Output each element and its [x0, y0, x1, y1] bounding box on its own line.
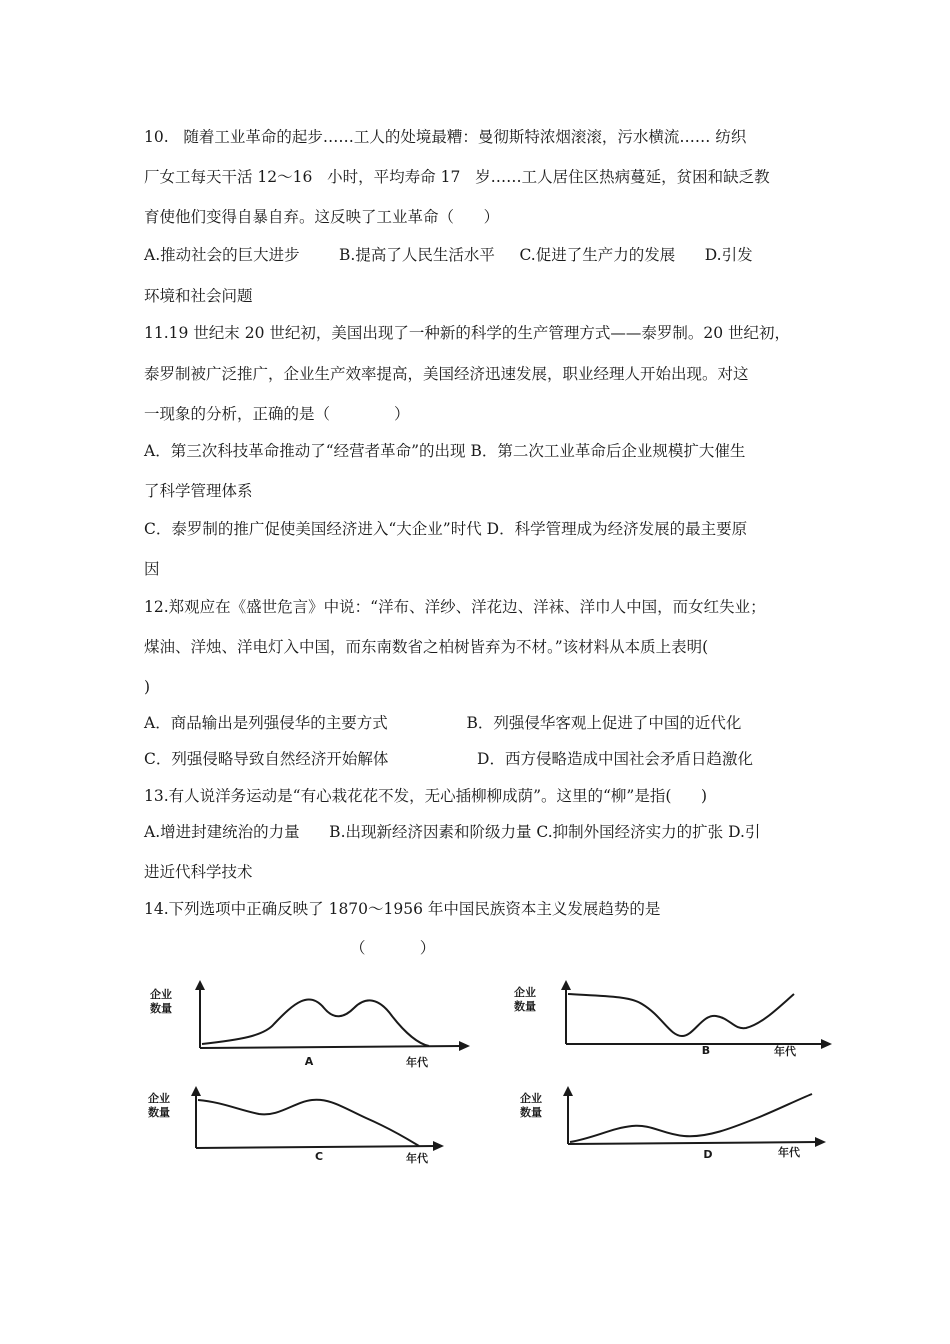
chart-b [512, 978, 842, 1070]
q11-options-line4: 因 [144, 560, 160, 578]
q14-answer-blank: （ ） [350, 939, 436, 957]
q13-options-line2: 进近代科学技术 [144, 863, 253, 881]
chart-d-xlabel: 年代 [778, 1146, 800, 1159]
q10-options-line1: A.推动社会的巨大进步 B.提高了人民生活水平 C.促进了生产力的发展 D.引发 [144, 246, 753, 264]
chart-c-curve [198, 1100, 419, 1146]
q12-options-line1: A．商品输出是列强侵华的主要方式 B．列强侵华客观上促进了中国的近代化 [144, 714, 742, 732]
chart-c-ylabel-1: 企业 [148, 1092, 170, 1105]
q11-options-line3: C．泰罗制的推广促使美国经济进入“大企业”时代 D．科学管理成为经济发展的最主要原 [144, 520, 748, 538]
chart-b-y-arrow [561, 980, 571, 990]
chart-b-ylabel-2: 数量 [514, 1000, 536, 1013]
q12-stem-line2: 煤油、洋烛、洋电灯入中国，而东南数省之柏树皆弃为不材。”该材料从本质上表明( [144, 638, 709, 656]
q11-options-line1: A．第三次科技革命推动了“经营者革命”的出现 B．第二次工业革命后企业规模扩大催生 [144, 442, 746, 460]
q10-stem-line2: 厂女工每天干活 12～16 小时，平均寿命 17 岁……工人居住区热病蔓延，贫困和缺乏教 [144, 168, 770, 186]
chart-a-xlabel: 年代 [406, 1056, 428, 1069]
q12-stem-line3: ) [144, 678, 151, 696]
chart-a [144, 978, 474, 1070]
chart-b-xlabel: 年代 [774, 1045, 796, 1058]
chart-c-x-arrow [433, 1141, 444, 1151]
chart-a-ylabel-2: 数量 [150, 1002, 172, 1015]
chart-d-ylabel-1: 企业 [520, 1092, 542, 1105]
chart-d-y-arrow [563, 1086, 573, 1096]
chart-a-x-arrow [459, 1041, 470, 1051]
chart-c-xlabel: 年代 [406, 1152, 428, 1165]
chart-c-label: C [314, 1150, 324, 1163]
q10-stem-line1: 10. 随着工业革命的起步……工人的处境最糟：曼彻斯特浓烟滚滚，污水横流…… 纺织 [144, 128, 747, 146]
chart-b-label: B [701, 1044, 711, 1057]
chart-d-label: D [703, 1148, 713, 1161]
chart-d-curve [570, 1094, 812, 1142]
chart-d-x-arrow [815, 1137, 826, 1147]
q11-stem-line2: 泰罗制被广泛推广，企业生产效率提高，美国经济迅速发展，职业经理人开始出现。对这 [144, 365, 749, 383]
chart-c-y-arrow [191, 1086, 201, 1096]
chart-b-curve [568, 994, 794, 1036]
q13-stem-line1: 13.有人说洋务运动是“有心栽花花不发，无心插柳柳成荫”。这里的“柳”是指( ) [144, 787, 708, 805]
q10-options-line2: 环境和社会问题 [144, 287, 253, 305]
q13-options-line1: A.增进封建统治的力量 B.出现新经济因素和阶级力量 C.抑制外国经济实力的扩张 D.引 [144, 823, 761, 841]
chart-b-ylabel-1: 企业 [514, 986, 536, 999]
chart-d-x-axis [568, 1142, 818, 1144]
chart-a-ylabel-1: 企业 [150, 988, 172, 1001]
chart-a-y-arrow [195, 980, 205, 990]
chart-b-x-arrow [821, 1039, 832, 1049]
chart-c-ylabel-2: 数量 [148, 1106, 170, 1119]
chart-d-ylabel-2: 数量 [520, 1106, 542, 1119]
q10-stem-line3: 育使他们变得自暴自弃。这反映了工业革命（ ） [144, 208, 500, 226]
q11-stem-line1: 11.19 世纪末 20 世纪初，美国出现了一种新的科学的生产管理方式——泰罗制。20 世纪初， [144, 324, 791, 342]
chart-a-label: A [304, 1055, 314, 1068]
chart-a-curve [202, 999, 429, 1046]
chart-c-x-axis [196, 1146, 436, 1148]
q11-options-line2: 了科学管理体系 [144, 482, 253, 500]
q12-options-line2: C．列强侵略导致自然经济开始解体 D．西方侵略造成中国社会矛盾日趋激化 [144, 750, 753, 768]
chart-d [512, 1084, 842, 1170]
q12-stem-line1: 12.郑观应在《盛世危言》中说：“洋布、洋纱、洋花边、洋袜、洋巾人中国，而女红失业； [144, 598, 766, 616]
chart-a-x-axis [200, 1046, 462, 1048]
q14-stem-line1: 14.下列选项中正确反映了 1870～1956 年中国民族资本主义发展趋势的是 [144, 900, 661, 918]
chart-c [144, 1084, 474, 1170]
q11-stem-line3: 一现象的分析，正确的是（ ） [144, 405, 410, 423]
